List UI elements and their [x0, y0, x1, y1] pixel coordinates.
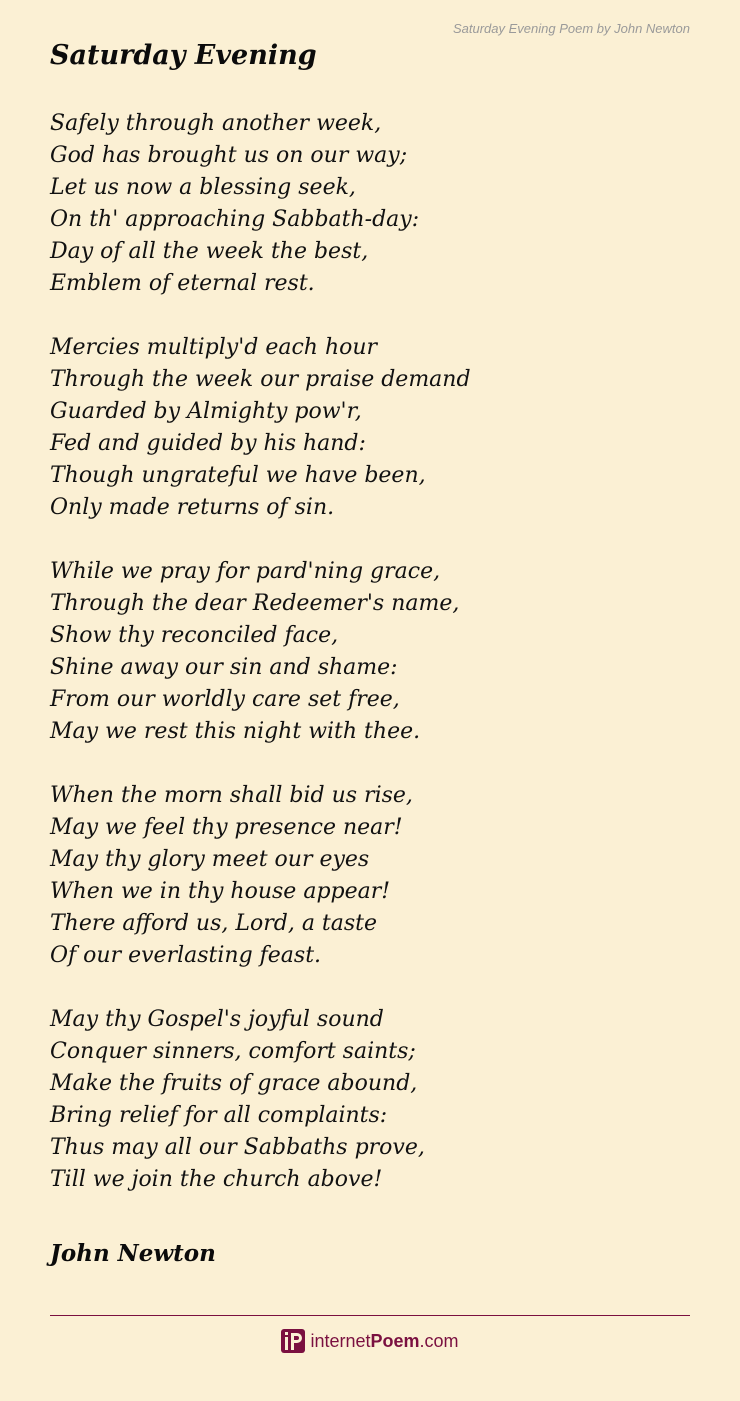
poem-line: Through the dear Redeemer's name, — [50, 591, 460, 616]
poem-line: Through the week our praise demand — [50, 367, 471, 392]
poem-line: Emblem of eternal rest. — [50, 271, 315, 296]
poem-body — [50, 108, 690, 1228]
poem-line: Let us now a blessing seek, — [50, 175, 356, 200]
header-credit: Saturday Evening Poem by John Newton — [452, 21, 690, 36]
poem-line: Safely through another week, — [50, 111, 382, 136]
poem-line: When the morn shall bid us rise, — [50, 783, 413, 808]
footer-divider — [50, 1315, 690, 1316]
poem-line: Fed and guided by his hand: — [50, 431, 366, 456]
poem-line: May thy glory meet our eyes — [50, 847, 370, 872]
poem-line: Guarded by Almighty pow'r, — [50, 399, 362, 424]
poem-line: May thy Gospel's joyful sound — [50, 1007, 384, 1032]
poem-line: Bring relief for all complaints: — [50, 1103, 388, 1128]
poem-line: Thus may all our Sabbaths prove, — [50, 1135, 425, 1160]
brand-part-internet: internet — [310, 1331, 371, 1351]
stanza — [50, 332, 690, 524]
poem-line: While we pray for pard'ning grace, — [50, 559, 441, 584]
poem-line: God has brought us on our way; — [50, 143, 408, 168]
poem-line: May we rest this night with thee. — [50, 719, 421, 744]
footer-brand-link[interactable] — [0, 1327, 740, 1355]
poem-author: John Newton — [50, 1240, 216, 1267]
stanza — [50, 556, 690, 748]
poem-line: Day of all the week the best, — [50, 239, 369, 264]
poem-line: On th' approaching Sabbath-day: — [50, 207, 420, 232]
poem-line: Make the fruits of grace abound, — [50, 1071, 418, 1096]
brand-part-poem: Poem — [370, 1331, 420, 1351]
stanza — [50, 108, 690, 300]
poem-line: Though ungrateful we have been, — [50, 463, 426, 488]
poem-line: Of our everlasting feast. — [50, 943, 322, 968]
poem-line: There afford us, Lord, a taste — [50, 911, 378, 936]
poem-line: Conquer sinners, comfort saints; — [50, 1039, 416, 1064]
poem-line: Show thy reconciled face, — [50, 623, 339, 648]
poem-line: When we in thy house appear! — [50, 879, 391, 904]
poem-line: Shine away our sin and shame: — [50, 655, 398, 680]
poem-line: From our worldly care set free, — [50, 687, 400, 712]
brand-name — [310, 1327, 458, 1355]
poem-title: Saturday Evening — [50, 40, 317, 71]
poem-line: Only made returns of sin. — [50, 495, 335, 520]
brand-part-domain: .com — [419, 1331, 459, 1351]
stanza — [50, 780, 690, 972]
poem-line: Till we join the church above! — [50, 1167, 383, 1192]
poem-line: Mercies multiply'd each hour — [50, 335, 378, 360]
stanza — [50, 1004, 690, 1196]
internetpoem-logo-icon — [281, 1329, 305, 1353]
poem-line: May we feel thy presence near! — [50, 815, 403, 840]
